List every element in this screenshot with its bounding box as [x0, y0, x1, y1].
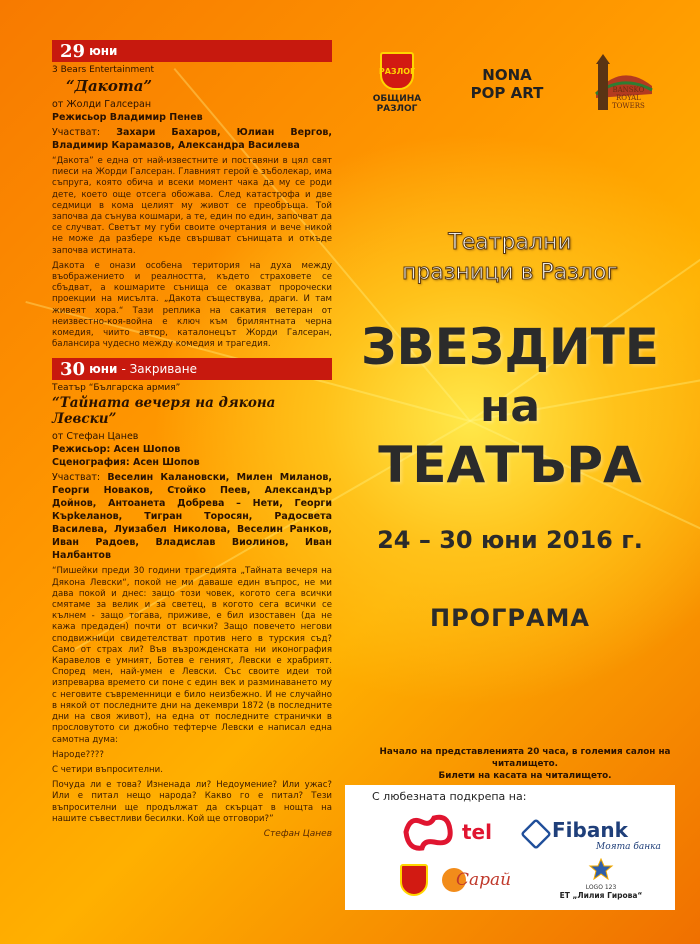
quote-paragraph: Народе???? [52, 749, 104, 760]
play-author [52, 430, 332, 443]
headline-theatre: ТЕАТЪРА [378, 436, 642, 494]
day-month: юни [89, 362, 118, 377]
crest-text: РАЗЛОГ [378, 66, 416, 76]
play-cast [52, 471, 332, 562]
play-title: “Тайната вечеря на дякона Левски” [52, 395, 276, 428]
festival-dates: 24 – 30 юни 2016 г. [377, 526, 643, 554]
saray-text: Сарай [456, 870, 512, 890]
note-line1: Начало на представленията 20 часа, в големия салон на читалището. [379, 747, 671, 769]
razlog-logo [372, 52, 422, 114]
company-name: Театър “Българска армия” [52, 383, 181, 394]
director-name: Владимир Пенев [109, 112, 203, 123]
day-header-29 [52, 40, 332, 62]
company-name: 3 Bears Entertainment [52, 65, 155, 75]
day-number: 30 [60, 358, 86, 380]
festival-subtitle [340, 228, 680, 288]
tel-swirl-icon [400, 812, 458, 852]
quote-paragraph: “Пишейки преди 30 години трагедията „Тайната вечеря на Дякона Левски“, покой не ми даваше един въпрос, не ми дава покой и днес: защо този човек, когото сега всички смятаме за велик и за светец, в когото сега всички се кълнем - защо тогава, приживе, е бил изоставен (да не кажа предаден) почти от всички? Защо повечето негови сподвижници свидетелстват против него в турския съд? Само от страх ли? Във възрожденската ни иконография Каравелов е умният, Ботев е геният, Левски е храбрият. Според мен, най-умен е Левски. Със своите идеи той изпреварва времето си поне с един век и разминаването му с неговите съвременници е било неизбежно. И не случайно в някой от последните дни на декември 1872 (в последните дни на своя живот), на една от последните странички в прословутото си джобно тефтерче Левски е написал една самотна дума: [52, 566, 332, 745]
bansko-line2: ROYAL [615, 94, 641, 102]
liliya-girova-logo [556, 858, 646, 902]
day-month: юни [89, 44, 118, 58]
quote-signature: Стефан Цанев [263, 828, 332, 839]
headline-of: на [479, 381, 541, 432]
play-director [52, 111, 332, 124]
tel-text: tel [462, 820, 492, 844]
quote-paragraph: С четири въпросителни. [52, 764, 163, 775]
cast-names: Веселин Калановски, Милен Миланов, Георги Новаков, Стойко Пеев, Александър Дойнов, Антоанета Добрева – Нети, Георги Кърkeланов, Тигран Торосян, Радосвета Василева, Луизабел Николова, Веселин Ранков, Иван Радоев, Владислав Виолинов, Иван Налбантов [52, 472, 332, 562]
closing-label: - Закриване [121, 362, 197, 377]
cast-label: Участват: [52, 472, 101, 484]
description-paragraph: Дакота е онази особена територия на духа между въображението и реалността, където страховете се сбъдват, а кошмарите сънища се оказват пророчески проекции на мисълта. „Дакота съществува, драги. И там живеят хора.“ Тази реплика на сакатия ветеран от неизвестно-коя-война е ключ към брилянтната черна комедия, чиито автор, каталонецът Жорди Галсеран, балансира чудесно между комедия и трагедия. [52, 260, 332, 350]
saray-logo [442, 864, 522, 898]
subtitle-line1: Театрални [448, 230, 572, 255]
nona-line1: NONA [482, 66, 532, 84]
subtitle-line2: празници в Разлог [402, 260, 618, 285]
razlog-caption [372, 94, 422, 114]
razlog-crest-icon [380, 52, 414, 90]
note-line2: Билети на касата на читалището. [438, 771, 612, 781]
author-text: от Жолди Галсеран [52, 99, 152, 110]
liliya-small-text: LOGO 123 [585, 884, 617, 891]
description-paragraph: “Дакота” е една от най-известните и поставяни в цял свят пиеси на Жорди Галсеран. Главният герой е зъболекар, има съпруга, която обича и всеки момент чака да му се роди дете, което още отсега обожава. След катастрофа и две седмици в кома целият му живот се преобръща. Той започва да сънува кошмари, а те, един по един, започват да се случват. Светът му губи своите очертания и вече никой не може да разбере къде свършват сънищата и откъде започва истината. [52, 156, 332, 256]
star-emblem-icon [586, 858, 616, 880]
play-title: “Дакота” [66, 77, 153, 95]
play-scenography: Сценография: Асен Шопов [52, 457, 200, 469]
razlog-line1: ОБЩИНА [372, 94, 422, 104]
bansko-royal-towers-logo [592, 52, 654, 122]
bansko-text [612, 86, 645, 110]
nona-pop-art-logo [462, 66, 552, 102]
program-heading: ПРОГРАМА [430, 604, 590, 632]
liliya-text: ЕТ „Лилия Гирова“ [559, 891, 643, 900]
headline-stars: ЗВЕЗДИТЕ [361, 318, 659, 376]
sponsor-crest [400, 864, 430, 896]
program-column [52, 40, 332, 839]
start-time-note [360, 746, 690, 782]
bansko-line1: BANSKO [612, 86, 645, 94]
cast-names: Захари Бахаров, Юлиан Вергов, Владимир Карамазов, Александра Василева [52, 127, 332, 151]
quote-paragraph: Почуда ли е това? Изненада ли? Недоумение? Или ужас? Или е питал нещо народа? Какво го е питал? Тези въпросителни ще продължат да скърцат в нощта на нашите съвестливи бесилки. Кой ще отговори?” [52, 780, 332, 824]
razlog-line2: РАЗЛОГ [376, 104, 418, 114]
sponsors-heading: С любезната подкрепа на: [372, 790, 527, 803]
play-cast [52, 126, 332, 152]
fibank-slogan: Моята банка [596, 842, 661, 852]
tel-logo [400, 812, 510, 852]
day-number: 29 [60, 40, 86, 62]
nona-line2: POP ART [470, 84, 544, 102]
play-director: Режисьор: Асен Шопов [52, 444, 181, 456]
day-header-30 [52, 358, 332, 380]
director-label: Режисьор [52, 112, 107, 123]
bansko-line3: TOWERS [612, 102, 645, 110]
cast-label: Участват: [52, 127, 101, 138]
fibank-diamond-icon [520, 818, 552, 850]
author-text: от Стефан Цанев [52, 431, 139, 443]
fibank-logo [522, 818, 662, 854]
crest-icon [400, 864, 428, 896]
play-author [52, 98, 332, 111]
fibank-text: Fibank [552, 818, 628, 842]
